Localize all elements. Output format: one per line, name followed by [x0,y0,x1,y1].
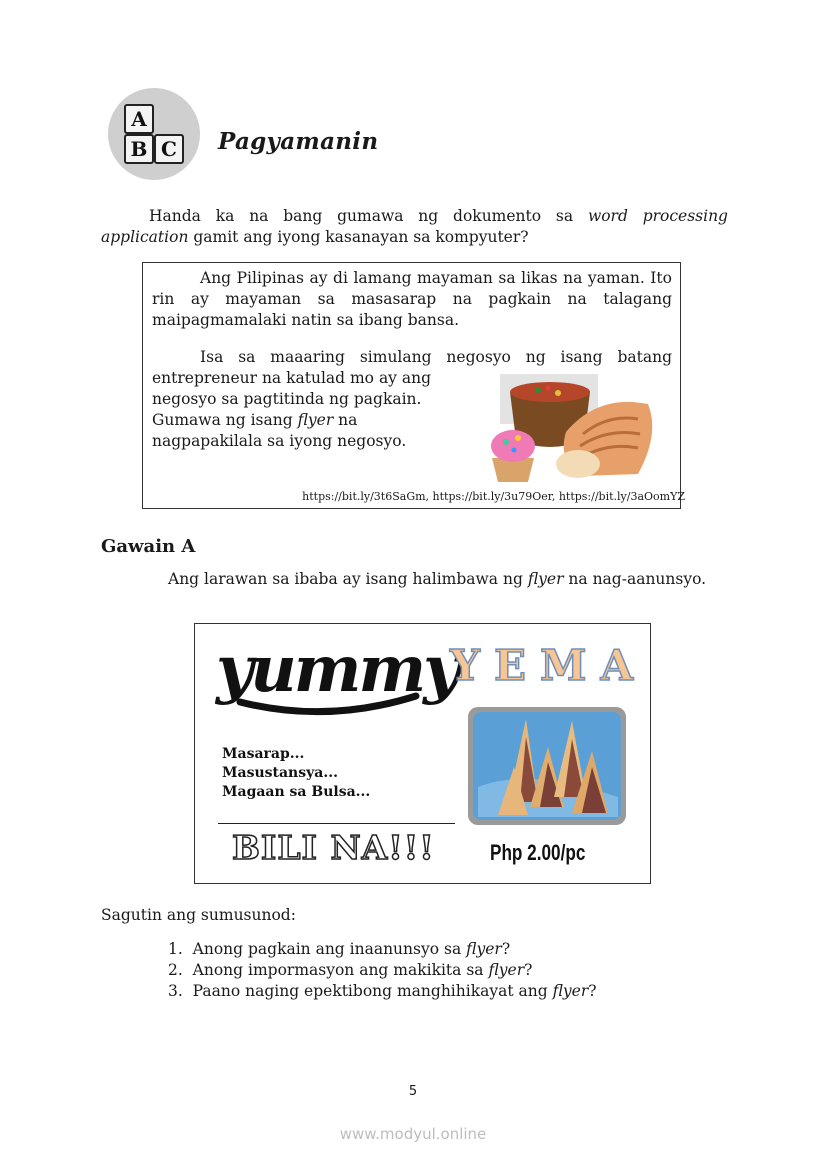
flyer-tagline: Masustansya... [222,765,338,781]
box-paragraph-2-text: entrepreneur na katulad mo ay ang negosyo sa pagtitinda ng pagkain. Gumawa ng isang [152,369,432,429]
box-paragraph-2-italic: flyer [297,411,334,429]
box-paragraph-2-end: na nagpapakilala sa iyong negosyo. [152,411,407,450]
flyer-price: Php 2.00/pc [490,840,586,865]
question-italic: flyer [552,982,589,1000]
food-illustration [488,374,660,486]
flyer-yummy-script: yummy [216,632,458,707]
question-italic: flyer [466,940,502,958]
question-italic: flyer [488,961,525,979]
question-text: Paano naging epektibong manghihikayat ang [192,982,553,1000]
question-text: Anong pagkain ang inaanunsyo sa [192,940,467,958]
flyer-tagline: Masarap... [222,746,305,762]
block-c: C [154,134,184,164]
box-paragraph-2-line1: Isa sa maaaring simulang negosyo ng isang batang [200,348,672,366]
flyer-call-to-action: BILI NA!!! [232,828,435,867]
flyer-product-name: YEMA [450,641,648,690]
flyer-tagline: Magaan sa Bulsa... [222,784,371,800]
gawain-description [168,570,706,588]
question-end: ? [524,961,533,979]
block-a: A [124,104,154,134]
question-text: Anong impormasyon ang makikita sa [192,961,489,979]
question-item [168,961,532,979]
box-paragraph-1: Ang Pilipinas ay di lamang mayaman sa likas na yaman. Ito rin ay mayaman sa masasarap na pagkain na talagang maipagmamalaki natin sa ibang bansa. [152,269,672,329]
intro-text-end: gamit ang iyong kasanayan sa kompyuter? [188,228,529,246]
gawain-desc-text: Ang larawan sa ibaba ay isang halimbawa ng [168,570,528,588]
flyer-divider [218,823,455,824]
question-number: 1. [168,940,183,958]
intro-text: Handa ka na bang gumawa ng dokumento sa [149,207,588,225]
yema-photo-art [468,707,626,825]
intro-paragraph [101,206,728,248]
abc-blocks-icon [108,88,200,180]
question-number: 3. [168,982,183,1000]
yummy-swash [232,690,422,720]
block-b: B [124,134,154,164]
yema-photo [468,707,626,825]
questions-intro: Sagutin ang sumusunod: [101,906,296,924]
gawain-desc-end: na nag-aanunsyo. [563,570,707,588]
question-end: ? [501,940,511,958]
soup-surface [510,382,590,402]
section-title: Pagyamanin [218,128,379,155]
gawain-heading: Gawain A [101,536,196,557]
gawain-desc-italic: flyer [527,570,564,588]
intro-italic: word processing application [101,207,728,246]
watermark-link[interactable]: www.modyul.online [339,1125,487,1143]
question-number: 2. [168,961,183,979]
question-item [168,982,597,1000]
page-number: 5 [408,1084,418,1099]
box-paragraph-2 [152,368,472,452]
cupcake-frosting [491,430,535,462]
question-end: ? [588,982,597,1000]
image-sources: https://bit.ly/3t6SaGm, https://bit.ly/3u79Oer, https://bit.ly/3aOomYZ [302,490,685,503]
question-item [168,940,510,958]
